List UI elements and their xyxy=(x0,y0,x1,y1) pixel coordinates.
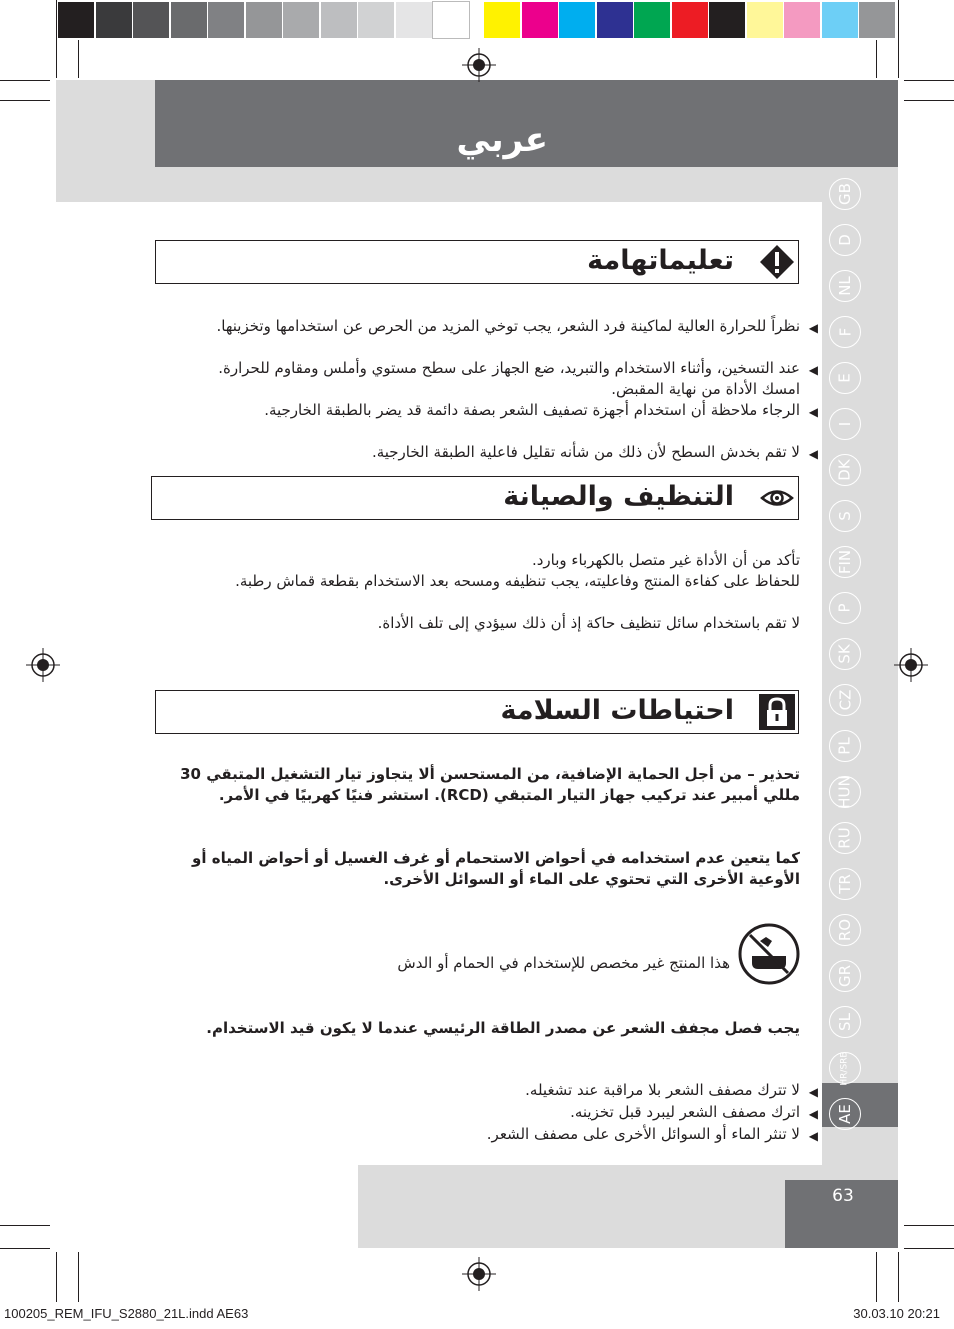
language-tab-f[interactable]: F xyxy=(829,316,861,348)
language-tab-d[interactable]: D xyxy=(829,224,861,256)
no-bath-icon xyxy=(738,923,800,985)
language-tab-gb[interactable]: GB xyxy=(829,178,861,210)
registration-mark-icon xyxy=(462,1257,496,1291)
section-header-instructions xyxy=(155,240,799,284)
bullet-arrow-icon: ◀ xyxy=(808,1085,818,1099)
language-tab-pl[interactable]: PL xyxy=(829,730,861,762)
footer-filename: 100205_REM_IFU_S2880_21L.indd AE63 xyxy=(4,1306,249,1321)
bath-notice: هذا المنتج غير مخصص للإستخدام في الحمام أو الدش xyxy=(397,954,730,972)
process-swatch xyxy=(484,2,520,38)
crop-mark xyxy=(78,1252,79,1302)
bullet-arrow-icon: ◀ xyxy=(808,405,818,419)
crop-mark xyxy=(904,1225,954,1226)
page-number: 63 xyxy=(832,1186,854,1206)
process-swatch xyxy=(784,2,820,38)
process-swatch xyxy=(634,2,670,38)
bullet-arrow-icon: ◀ xyxy=(808,1129,818,1143)
process-swatch xyxy=(597,2,633,38)
process-swatch xyxy=(559,2,595,38)
eye-icon xyxy=(758,479,796,517)
process-swatch xyxy=(709,2,745,38)
footer-timestamp: 30.03.10 20:21 xyxy=(853,1306,940,1321)
gray-swatch xyxy=(133,2,169,38)
language-title: عربي xyxy=(456,120,548,160)
cleaning-line: لا تقم باستخدام سائل تنظيف حاكة إذ أن ذلك سيؤدي إلى تلف الأداة. xyxy=(377,614,800,632)
gray-swatch xyxy=(283,2,319,38)
language-tab-cz[interactable]: CZ xyxy=(829,684,861,716)
list-item: ◀ لا تترك مصفف الشعر بلا مراقبة عند تشغيله. xyxy=(210,1080,800,1101)
gray-swatch xyxy=(433,2,469,38)
language-tab-hr-srb[interactable]: HR/SRB xyxy=(829,1052,861,1084)
water-warning: كما يتعين عدم استخدامه في أحواض الاستحمام أو غرف الغسيل أو أحواض المياه أو الأوعية الأخرى التي تحتوي على الماء أو السوائل الأخرى. xyxy=(192,849,800,888)
process-swatch xyxy=(747,2,783,38)
language-tab-p[interactable]: P xyxy=(829,592,861,624)
gray-swatch xyxy=(246,2,282,38)
crop-mark xyxy=(876,1252,877,1302)
bullet-arrow-icon: ◀ xyxy=(808,363,818,377)
crop-mark xyxy=(904,1248,954,1249)
crop-mark xyxy=(56,0,57,78)
process-swatch xyxy=(672,2,708,38)
process-swatch xyxy=(822,2,858,38)
language-tab-gr[interactable]: GR xyxy=(829,960,861,992)
gray-swatch xyxy=(171,2,207,38)
crop-mark xyxy=(0,1248,50,1249)
registration-mark-icon xyxy=(462,48,496,82)
process-swatch xyxy=(859,2,895,38)
bullet-arrow-icon: ◀ xyxy=(808,321,818,335)
registration-mark-icon xyxy=(26,648,60,682)
language-tab-dk[interactable]: DK xyxy=(829,454,861,486)
list-item: ◀ الرجاء ملاحظة أن استخدام أجهزة تصفيف الشعر بصفة دائمة قد يضر بالطبقة الخارجية. xyxy=(210,400,800,421)
language-tab-tr[interactable]: TR xyxy=(829,868,861,900)
language-tab-fin[interactable]: FIN xyxy=(829,546,861,578)
list-item: ◀ اترك مصفف الشعر ليبرد قبل تخزينه. xyxy=(210,1102,800,1123)
crop-mark xyxy=(78,40,79,78)
crop-mark xyxy=(0,1225,50,1226)
padlock-icon xyxy=(758,693,796,731)
language-title-band xyxy=(155,80,898,167)
gray-swatch xyxy=(358,2,394,38)
language-tab-i[interactable]: I xyxy=(829,408,861,440)
gray-swatch xyxy=(208,2,244,38)
crop-mark xyxy=(904,100,954,101)
language-tab-nl[interactable]: NL xyxy=(829,270,861,302)
unplug-warning: يجب فصل مجفف الشعر عن مصدر الطاقة الرئيسي عندما لا يكون قيد الاستخدام. xyxy=(206,1019,800,1037)
crop-mark xyxy=(56,1252,57,1302)
bullet-arrow-icon: ◀ xyxy=(808,1107,818,1121)
crop-mark xyxy=(898,0,899,78)
section-title: تعليماتهامة xyxy=(587,245,734,276)
rcd-warning: تحذير – من أجل الحماية الإضافية، من المستحسن ألا يتجاوز تيار التشغيل المتبقي 30 مللي أمبير عند تركيب جهاز التيار المتبقي (RCD). استشر فنيًا كهربيًا في الأمر. xyxy=(180,765,800,804)
bullet-arrow-icon: ◀ xyxy=(808,447,818,461)
cleaning-line: للحفاظ على كفاءة المنتج وفاعليته، يجب تنظيفه ومسحه بعد الاستخدام بقطعة قماش رطبة. xyxy=(235,572,800,590)
section-title: احتياطات السلامة xyxy=(500,695,734,726)
crop-mark xyxy=(904,80,954,81)
language-tab-sk[interactable]: SK xyxy=(829,638,861,670)
warning-icon xyxy=(758,243,796,281)
language-tab-ru[interactable]: RU xyxy=(829,822,861,854)
gray-swatch xyxy=(58,2,94,38)
section-header-safety xyxy=(155,690,799,734)
crop-mark xyxy=(0,80,50,81)
language-tab-s[interactable]: S xyxy=(829,500,861,532)
language-tab-e[interactable]: E xyxy=(829,362,861,394)
cleaning-line: تأكد من أن الأداة غير متصل بالكهرباء وبارد. xyxy=(531,551,800,569)
language-tab-sl[interactable]: SL xyxy=(829,1006,861,1038)
list-item: ◀ لا تقم بخدش السطح لأن ذلك من شأنه تقليل فاعلية الطبقة الخارجية. xyxy=(210,442,800,463)
gray-swatch xyxy=(396,2,432,38)
gray-swatch xyxy=(96,2,132,38)
list-item: ◀ نظراً للحرارة العالية لماكينة فرد الشعر، يجب توخي المزيد من الحرص عن استخدامها وتخزينها. xyxy=(210,316,800,337)
section-header-cleaning xyxy=(151,476,799,520)
section-title: التنظيف والصيانة xyxy=(503,481,734,512)
registration-mark-icon xyxy=(894,648,928,682)
language-tab-ro[interactable]: RO xyxy=(829,914,861,946)
crop-mark xyxy=(876,40,877,78)
language-tab-hun[interactable]: HUN xyxy=(829,776,861,808)
crop-mark xyxy=(898,1252,899,1302)
list-item: ◀ لا تنثر الماء أو السوائل الأخرى على مصفف الشعر. xyxy=(210,1124,800,1145)
crop-mark xyxy=(0,100,50,101)
process-swatch xyxy=(522,2,558,38)
language-tab-ae[interactable]: AE xyxy=(829,1098,861,1130)
gray-swatch xyxy=(321,2,357,38)
list-item: ◀ عند التسخين، وأثناء الاستخدام والتبريد، ضع الجهاز على سطح مستوي وأملس ومقاوم للحرارة. امسك الأداة من نهاية المقبض. xyxy=(218,359,818,398)
